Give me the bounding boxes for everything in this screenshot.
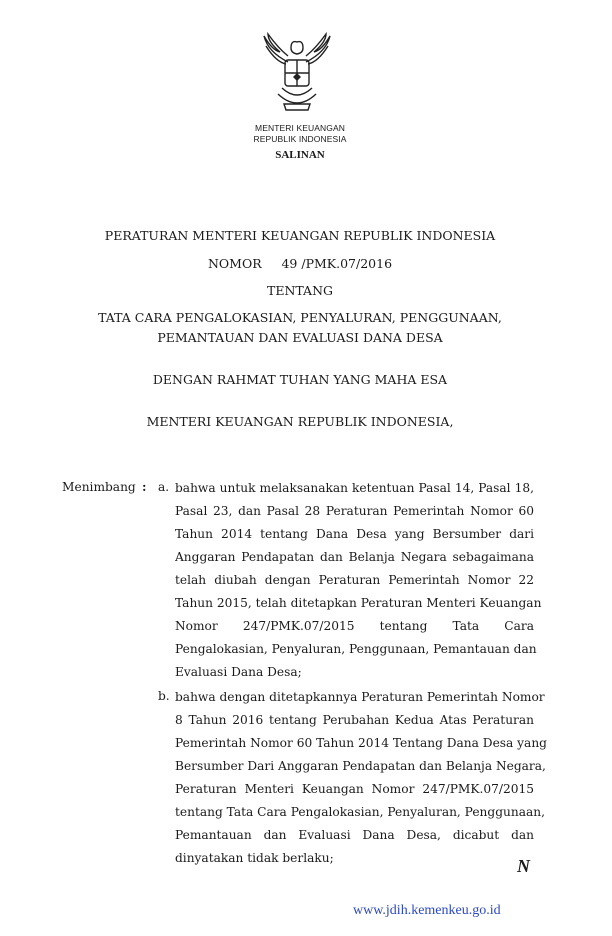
subject-line-1: TATA CARA PENGALOKASIAN, PENYALURAN, PENGGUNAAN,	[98, 310, 502, 325]
item-a-marker: a.	[158, 480, 170, 494]
regulation-number: NOMOR 49 /PMK.07/2016	[207, 256, 393, 271]
item-a-line: Nomor 247/PMK.07/2015 tentang Tata Cara	[175, 619, 534, 633]
considering-label: Menimbang	[62, 480, 136, 494]
item-b-line: Pemerintah Nomor 60 Tahun 2014 Tentang Dana Desa yang	[175, 736, 547, 750]
garuda-emblem-icon	[258, 32, 336, 118]
subject-line-2: PEMANTAUAN DAN EVALUASI DANA DESA	[157, 330, 443, 345]
item-a-line: Tahun 2015, telah ditetapkan Peraturan Menteri Keuangan	[175, 596, 542, 610]
copy-mark: SALINAN	[275, 149, 325, 161]
about-heading: TENTANG	[266, 283, 333, 298]
item-b-line: tentang Tata Cara Pengalokasian, Penyaluran, Penggunaan,	[175, 805, 545, 819]
item-a-line: bahwa untuk melaksanakan ketentuan Pasal 14, Pasal 18,	[175, 481, 534, 495]
website-link[interactable]: www.jdih.kemenkeu.go.id	[353, 903, 501, 918]
considering-colon: :	[142, 480, 147, 494]
item-a-line: telah diubah dengan Peraturan Pemerintah Nomor 22	[175, 573, 534, 587]
invocation: DENGAN RAHMAT TUHAN YANG MAHA ESA	[152, 372, 448, 387]
item-b-marker: b.	[158, 689, 170, 703]
item-a-line: Pengalokasian, Penyaluran, Penggunaan, Pemantauan dan	[175, 642, 537, 656]
item-b-line: Peraturan Menteri Keuangan Nomor 247/PMK.07/2015	[175, 782, 534, 796]
item-b-line: Bersumber Dari Anggaran Pendapatan dan Belanja Negara,	[175, 759, 546, 773]
item-a-line: Pasal 23, dan Pasal 28 Peraturan Pemerintah Nomor 60	[175, 504, 534, 518]
ministry-header-line1: MENTERI KEUANGAN	[255, 123, 345, 133]
ministry-header-line2: REPUBLIK INDONESIA	[253, 134, 347, 144]
item-a-line: Anggaran Pendapatan dan Belanja Negara sebagaimana	[175, 550, 534, 564]
issuer: MENTERI KEUANGAN REPUBLIK INDONESIA,	[146, 414, 454, 429]
item-b-line: 8 Tahun 2016 tentang Perubahan Kedua Atas Peraturan	[175, 713, 534, 727]
item-b-line: dinyatakan tidak berlaku;	[175, 851, 334, 865]
regulation-title: PERATURAN MENTERI KEUANGAN REPUBLIK INDONESIA	[104, 228, 496, 243]
item-b-line: bahwa dengan ditetapkannya Peraturan Pemerintah Nomor	[175, 690, 545, 704]
item-a-line: Tahun 2014 tentang Dana Desa yang Bersumber dari	[175, 527, 534, 541]
item-a-line: Evaluasi Dana Desa;	[175, 665, 302, 679]
item-b-line: Pemantauan dan Evaluasi Dana Desa, dicabut dan	[175, 828, 534, 842]
initial-signature: N	[517, 856, 530, 876]
